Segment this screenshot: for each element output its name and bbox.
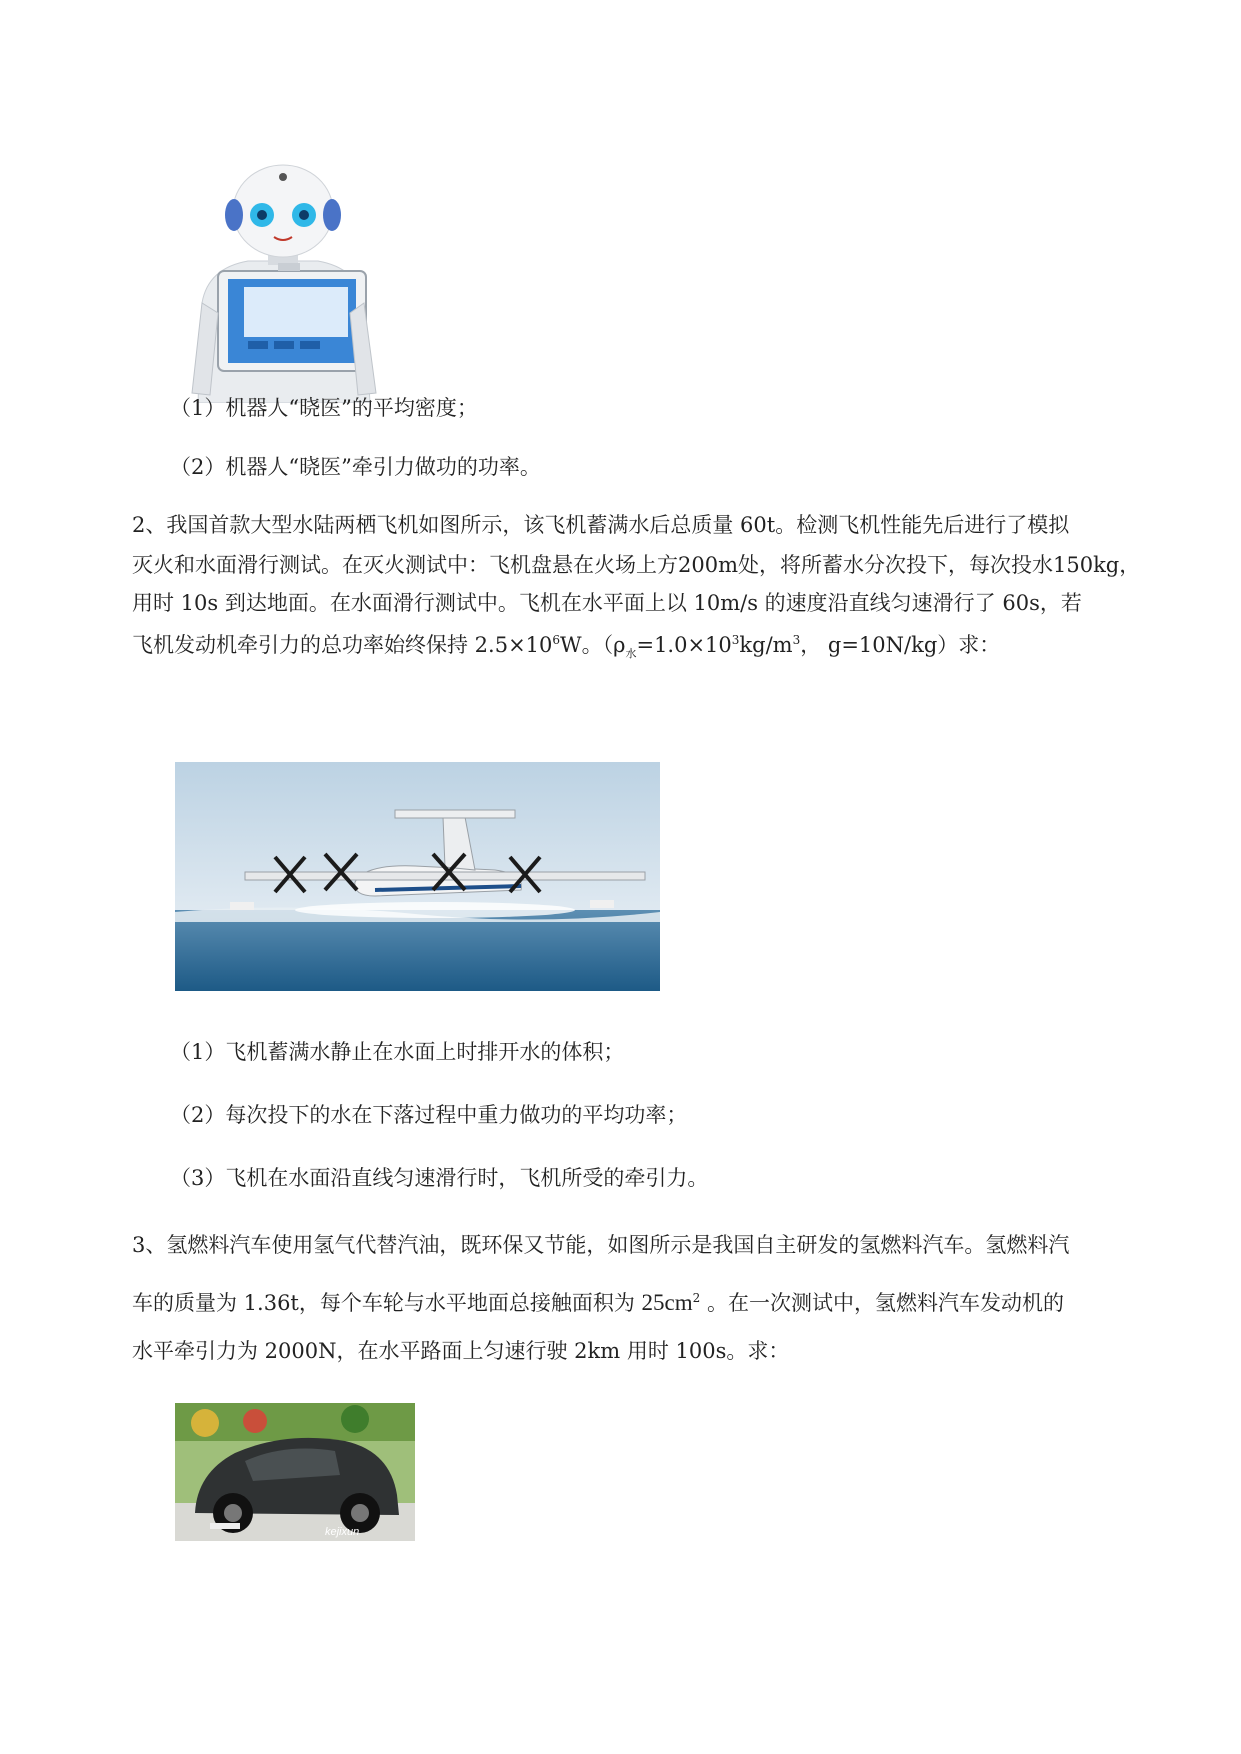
- car-image: [175, 1403, 415, 1541]
- problem3-line3: 水平牵引力为 2000N，在水平路面上匀速行驶 2km 用时 100s。求：: [132, 1339, 790, 1363]
- problem2-question1: （1）飞机蓄满水静止在水面上时排开水的体积；: [170, 1040, 625, 1064]
- area-value: 25cm: [641, 1290, 693, 1315]
- line4-part-e: ， g=10N/kg）求：: [800, 633, 1001, 657]
- exp-3: 3: [731, 633, 740, 647]
- problem1-question2: （2）机器人“晓医”牵引力做功的功率。: [170, 455, 541, 479]
- problem2-line1: 2、我国首款大型水陆两栖飞机如图所示，该飞机蓄满水后总质量 60t。检测飞机性能先后进行了模拟: [132, 513, 1070, 537]
- line2-part-b: 。在一次测试中，氢燃料汽车发动机的: [700, 1291, 1064, 1315]
- problem3-line1: 3、氢燃料汽车使用氢气代替汽油，既环保又节能，如图所示是我国自主研发的氢燃料汽车。氢燃料汽: [132, 1233, 1070, 1257]
- line4-part-c: =1.0×10: [636, 633, 732, 657]
- problem2-question3: （3）飞机在水面沿直线匀速滑行时，飞机所受的牵引力。: [170, 1166, 709, 1190]
- seaplane-figure: [175, 762, 660, 991]
- problem2-line4: [132, 625, 1000, 669]
- problem2-question2: （2）每次投下的水在下落过程中重力做功的平均功率；: [170, 1103, 688, 1127]
- watermark-text: kejixun: [325, 1526, 360, 1538]
- robot-image: [188, 163, 378, 403]
- line4-part-d: kg/m: [739, 633, 793, 657]
- exp-6: 6: [552, 633, 561, 647]
- problem1-question1: （1）机器人“晓医”的平均密度；: [170, 396, 478, 420]
- subscript-water: 水: [625, 647, 637, 661]
- exp-3b: 3: [792, 633, 801, 647]
- problem2-line2: 灭火和水面滑行测试。在灭火测试中：飞机盘悬在火场上方200m处，将所蓄水分次投下，每次投水150kg，: [132, 553, 1141, 577]
- line4-part-a: 飞机发动机牵引力的总功率始终保持 2.5×10: [132, 633, 553, 657]
- line2-part-a: 车的质量为 1.36t，每个车轮与水平地面总接触面积为: [132, 1291, 642, 1315]
- car-figure: [175, 1403, 415, 1541]
- line4-part-b: W。（ρ: [560, 633, 626, 657]
- problem2-line3: 用时 10s 到达地面。在水面滑行测试中。飞机在水平面上以 10m/s 的速度沿直线匀速滑行了 60s，若: [132, 591, 1082, 615]
- seaplane-image: [175, 762, 660, 991]
- robot-figure: [188, 163, 378, 403]
- problem3-line2: [132, 1283, 1064, 1318]
- exp-2: 2: [692, 1291, 701, 1305]
